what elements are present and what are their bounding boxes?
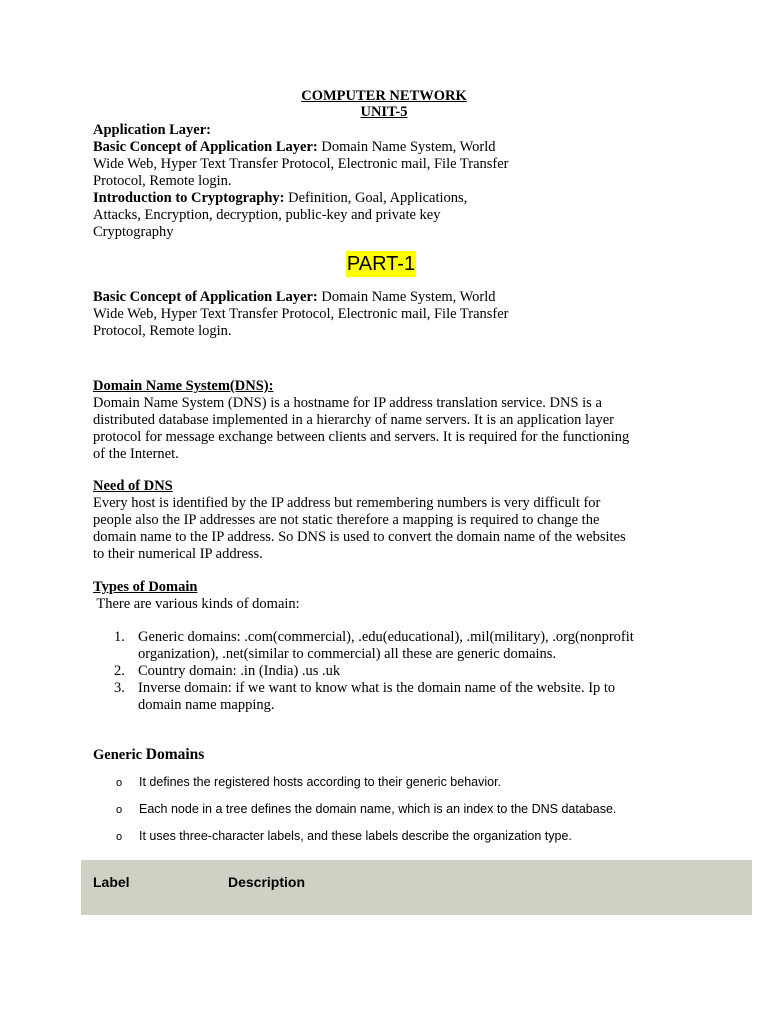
crypto-label: Introduction to Cryptography: [93,190,285,206]
need-section [93,478,693,563]
generic-heading [93,746,673,764]
generic-heading-word: Generic [93,747,146,763]
need-heading: Need of DNS [93,478,173,494]
bullet-text: Each node in a tree defines the domain name, which is an index to the DNS database. [139,802,617,816]
need-line: people also the IP addresses are not static therefore a mapping is required to change the [93,512,600,528]
part1-line: Wide Web, Hyper Text Transfer Protocol, Electronic mail, File Transfer [93,306,509,322]
part1-basic-concept-label: Basic Concept of Application Layer: [93,289,318,305]
part1-intro [93,289,673,340]
part1-basic-concept-text: Domain Name System, World [317,289,496,305]
basic-concept-label: Basic Concept of Application Layer: [93,139,318,155]
bullet-icon: o [116,804,123,816]
types-intro: There are various kinds of domain: [93,596,300,612]
list-item-line: Inverse domain: if we want to know what is the domain name of the website. Ip to [138,680,616,696]
bullet-icon: o [116,831,123,843]
basic-concept-line: Wide Web, Hyper Text Transfer Protocol, Electronic mail, File Transfer [93,156,509,172]
bullet-item [116,801,736,818]
dns-section [93,378,693,463]
table-header-row [81,860,752,915]
bullet-icon: o [116,777,123,789]
bullet-item [116,774,736,791]
bullet-text: It defines the registered hosts according to their generic behavior. [139,775,502,789]
need-line: domain name to the IP address. So DNS is used to convert the domain name of the websites [93,529,626,545]
need-line: to their numerical IP address. [93,546,263,562]
table-header-description: Description [228,874,306,890]
list-item [93,629,693,663]
list-number: 3. [114,680,125,696]
dns-heading: Domain Name System(DNS): [93,378,274,394]
list-item-line: organization), .net(similar to commercial) all these are generic domains. [138,646,557,662]
list-item-line: domain name mapping. [138,697,275,713]
bullet-item [116,828,736,845]
types-section [93,579,693,613]
dns-line: distributed database implemented in a hierarchy of name servers. It is an application layer [93,412,615,428]
generic-heading-word: Domains [145,746,205,763]
dns-line: Domain Name System (DNS) is a hostname for IP address translation service. DNS is a [93,395,602,411]
part1-line: Protocol, Remote login. [93,323,232,339]
list-number: 1. [114,629,125,645]
bullet-text: It uses three-character labels, and these labels describe the organization type. [139,829,572,843]
dns-line: of the Internet. [93,446,179,462]
course-title: COMPUTER NETWORK [301,88,467,104]
basic-concept-line: Protocol, Remote login. [93,173,232,189]
types-heading: Types of Domain [93,579,198,595]
list-item [93,680,693,714]
list-number: 2. [114,663,125,679]
dns-line: protocol for message exchange between clients and servers. It is required for the functioning [93,429,630,445]
crypto-line: Cryptography [93,224,174,240]
table-header-label: Label [93,874,130,890]
need-line: Every host is identified by the IP address but remembering numbers is very difficult for [93,495,601,511]
application-layer-heading: Application Layer: [93,122,212,138]
basic-concept-text: Domain Name System, World [317,139,496,155]
unit-title: UNIT-5 [360,104,408,120]
crypto-text: Definition, Goal, Applications, [284,190,468,206]
part-label: PART-1 [346,253,416,275]
types-list [93,629,693,714]
list-item [93,663,693,680]
list-item-line: Generic domains: .com(commercial), .edu(educational), .mil(military), .org(nonprofit [138,629,634,645]
list-item-line: Country domain: .in (India) .us .uk [138,663,341,679]
crypto-line: Attacks, Encryption, decryption, public-key and private key [93,207,441,223]
overview-section [93,122,673,241]
